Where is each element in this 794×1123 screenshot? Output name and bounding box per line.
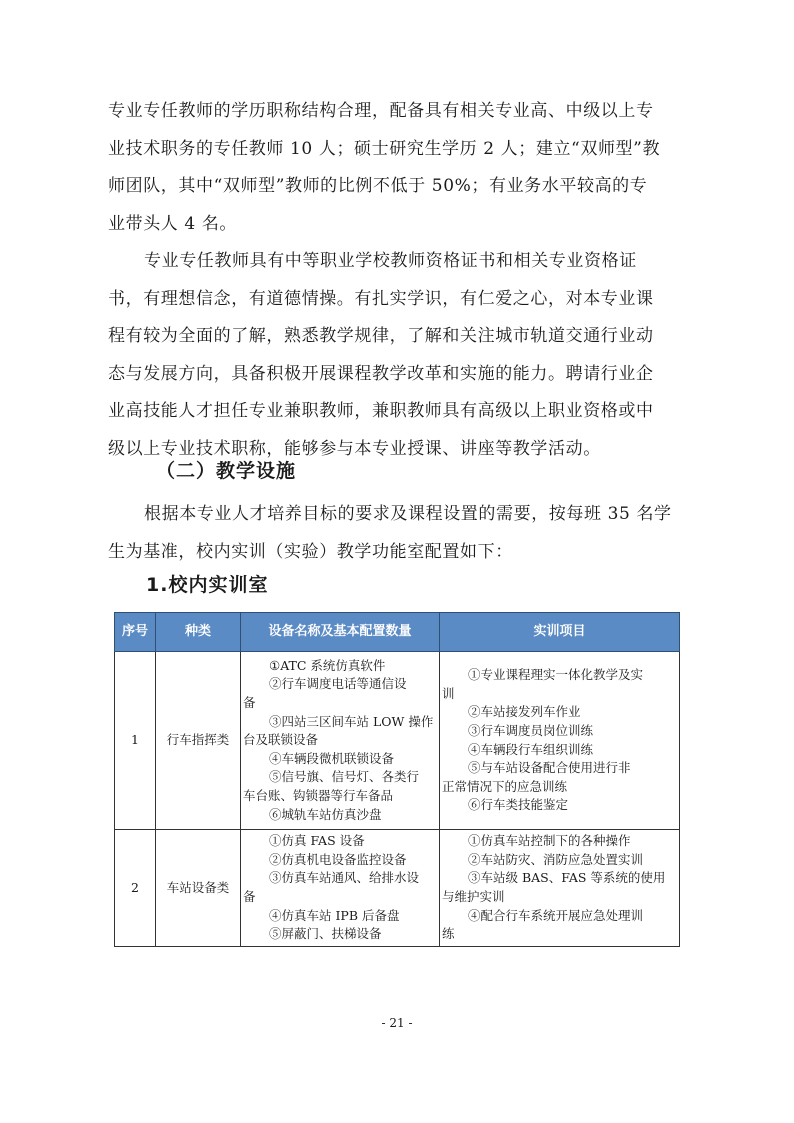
- list-item: 正常情况下的应急训练: [442, 778, 568, 794]
- row-no: 2: [115, 830, 156, 947]
- subsection-heading: 1.校内实训室: [146, 574, 269, 596]
- page-number: - 21 -: [381, 1016, 413, 1030]
- list-item: ⑥行车类技能鉴定: [468, 797, 569, 813]
- list-item: ③车站级 BAS、FAS 等系统的使用: [468, 870, 666, 886]
- list-item: ①专业课程理实一体化教学及实: [468, 667, 644, 683]
- list-item: ③行车调度员岗位训练: [468, 722, 594, 738]
- equipment-list: [241, 652, 440, 830]
- text-line: 程有较为全面的了解，熟悉教学规律，了解和关注城市轨道交通行业动: [108, 326, 654, 346]
- header-projects: 实训项目: [440, 613, 680, 652]
- paragraph-teacher-qualification: [108, 243, 690, 468]
- section-heading: （二）教学设施: [156, 460, 297, 482]
- list-item: ③仿真车站通风、给排水设: [269, 870, 420, 886]
- list-item: ⑤屏蔽门、扶梯设备: [269, 926, 382, 942]
- text-line: 业高技能人才担任专业兼职教师，兼职教师具有高级以上职业资格或中: [108, 401, 654, 421]
- text-line: 专业专任教师具有中等职业学校教师资格证书和相关专业资格证: [144, 251, 637, 271]
- list-item: 备: [243, 695, 256, 711]
- equipment-list: [241, 830, 440, 947]
- training-room-table: [114, 612, 680, 947]
- text-line: 态与发展方向，具备积极开展课程教学改革和实施的能力。聘请行业企: [108, 363, 654, 384]
- list-item: 台及联锁设备: [243, 732, 319, 748]
- list-item: ⑥城轨车站仿真沙盘: [269, 806, 382, 822]
- list-item: ②车站接发列车作业: [468, 704, 581, 720]
- text-line: 业技术职务的专任教师 10 人；硕士研究生学历 2 人；建立“双师型”教: [108, 138, 661, 159]
- text-line: 师团队，其中“双师型”教师的比例不低于 50%；有业务水平较高的专: [108, 176, 648, 196]
- paragraph-facility-intro: [108, 496, 690, 571]
- list-item: ⑤信号旗、信号灯、各类行: [269, 769, 420, 785]
- row-no: 1: [115, 652, 156, 830]
- list-item: ④配合行车系统开展应急处理训: [468, 907, 644, 923]
- list-item: ②车站防灾、消防应急处置实训: [468, 851, 644, 867]
- table-header-row: [115, 613, 680, 652]
- paragraph-teacher-structure: [108, 93, 690, 243]
- list-item: ④仿真车站 IPB 后备盘: [269, 907, 400, 923]
- text-line: 书，有理想信念，有道德情操。有扎实学识，有仁爱之心，对本专业课: [108, 288, 654, 309]
- header-type: 种类: [156, 613, 241, 652]
- list-item: ②行车调度电话等通信设: [269, 676, 407, 692]
- table-row: [115, 652, 680, 830]
- list-item: 练: [442, 926, 455, 942]
- list-item: ⑤与车站设备配合使用进行非: [468, 760, 631, 776]
- list-item: ①仿真 FAS 设备: [269, 833, 365, 849]
- text-line: 根据本专业人才培养目标的要求及课程设置的需要，按每班 35 名学: [144, 504, 672, 524]
- list-item: ④车辆段行车组织训练: [468, 741, 594, 757]
- row-type: 车站设备类: [156, 830, 241, 947]
- list-item: 备: [243, 889, 256, 904]
- text-line: 级以上专业技术职称，能够参与本专业授课、讲座等教学活动。: [108, 438, 601, 459]
- projects-list: [440, 830, 680, 947]
- list-item: ④车辆段微机联锁设备: [269, 750, 395, 766]
- list-item: ①ATC 系统仿真软件: [269, 657, 386, 673]
- list-item: 与维护实训: [442, 889, 505, 904]
- list-item: ①仿真车站控制下的各种操作: [468, 833, 631, 849]
- row-type: 行车指挥类: [156, 652, 241, 830]
- list-item: ②仿真机电设备监控设备: [269, 851, 407, 867]
- list-item: 训: [442, 685, 455, 701]
- text-line: 业带头人 4 名。: [108, 213, 238, 234]
- list-item: 车台账、钩锁器等行车备品: [243, 787, 394, 803]
- text-line: 专业专任教师的学历职称结构合理，配备具有相关专业高、中级以上专: [108, 101, 654, 121]
- table-row: [115, 830, 680, 947]
- header-equipment: 设备名称及基本配置数量: [241, 613, 440, 652]
- text-line: 生为基准，校内实训（实验）教学功能室配置如下：: [108, 541, 513, 562]
- projects-list: [440, 652, 680, 830]
- header-no: 序号: [115, 613, 156, 652]
- list-item: ③四站三区间车站 LOW 操作: [269, 713, 434, 729]
